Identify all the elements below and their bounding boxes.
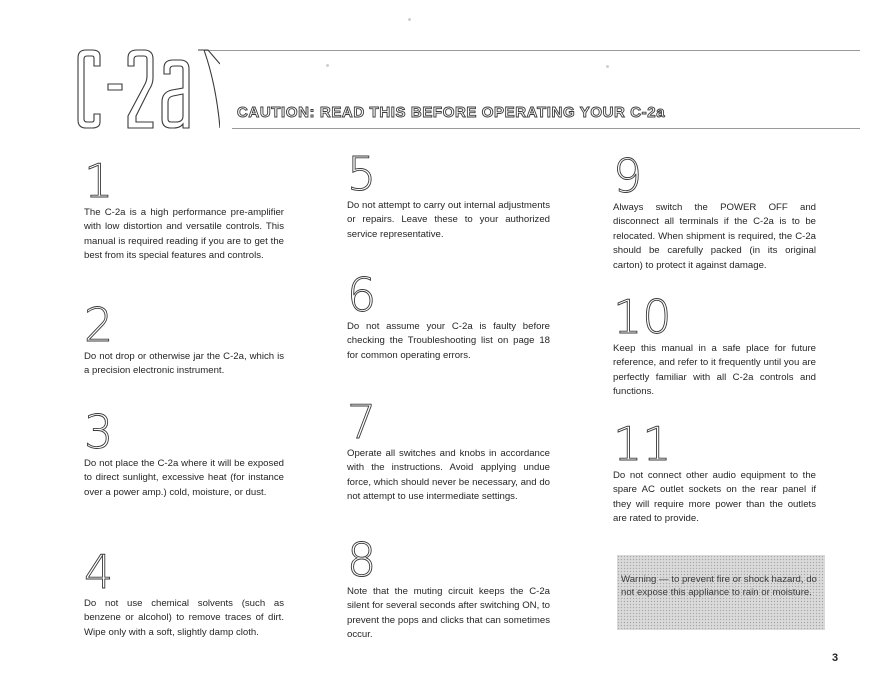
item-number: 11: [613, 417, 672, 471]
warning-box: [617, 555, 825, 630]
item-text: The C-2a is a high performance pre-amplifier with low distortion and versatile controls. This manual is required reading if you are to get the best from its special features and controls.: [84, 207, 284, 262]
caution-item-9: [613, 149, 816, 273]
caution-item-2: [84, 298, 284, 379]
item-text: Always switch the POWER OFF and disconnect all terminals if the C-2a is to be relocated. When shipment is required, the C-2a should be carefully packed (in its original carton) to protect it against damage.: [613, 202, 816, 271]
c2a-logo-mark: [70, 44, 220, 139]
item-number: 5: [347, 147, 377, 201]
speck: [408, 18, 411, 21]
caution-item-7: [347, 395, 550, 505]
c2a-logo: [70, 44, 220, 139]
item-text: Note that the muting circuit keeps the C-2a silent for several seconds after switching ON, to prevent the pops and clicks that can sometimes occur.: [347, 586, 550, 641]
item-text: Do not drop or otherwise jar the C-2a, which is a precision electronic instrument.: [84, 351, 284, 377]
item-text: Do not assume your C-2a is faulty before checking the Troubleshooting list on page 18 for common operating errors.: [347, 321, 550, 361]
item-text: Do not connect other audio equipment to the spare AC outlet sockets on the rear panel if they will require more power than the outlets are rated to provide.: [613, 470, 816, 525]
item-text: Do not attempt to carry out internal adjustments or repairs. Leave these to your authorized service representative.: [347, 200, 550, 240]
caution-item-6: [347, 268, 550, 363]
page-number: 3: [832, 652, 839, 664]
speck: [606, 65, 609, 68]
item-text: Keep this manual in a safe place for future reference, and refer to it frequently until you are perfectly familiar with all C-2a controls and functions.: [613, 343, 816, 398]
item-text: Operate all switches and knobs in accordance with the instructions. Avoid applying undue force, which should never be necessary, and do not attempt to use intermediate settings.: [347, 448, 550, 503]
item-number: 4: [84, 545, 114, 599]
header-rule-top: [205, 50, 860, 51]
item-text: Do not place the C-2a where it will be exposed to direct sunlight, excessive heat (for instance over a power amp.) cold, moisture, or dust.: [84, 458, 284, 498]
item-number: 7: [347, 395, 377, 449]
item-number: 3: [84, 405, 114, 459]
caution-item-3: [84, 405, 284, 500]
item-number: 2: [84, 298, 114, 352]
caution-heading: CAUTION: READ THIS BEFORE OPERATING YOUR C-2a: [237, 104, 666, 121]
caution-item-4: [84, 545, 284, 640]
item-number: 10: [613, 290, 672, 344]
caution-item-5: [347, 147, 550, 242]
speck: [326, 64, 329, 67]
item-number: 1: [84, 154, 114, 208]
item-number: 6: [347, 268, 377, 322]
item-number: 8: [347, 533, 377, 587]
item-text: Do not use chemical solvents (such as benzene or alcohol) to remove traces of dirt. Wipe only with a soft, slightly damp cloth.: [84, 598, 284, 638]
caution-item-11: [613, 417, 816, 527]
item-number: 9: [613, 149, 643, 203]
warning-text: Warning — to prevent fire or shock hazard, do not expose this appliance to rain or moisture.: [621, 574, 817, 598]
caution-item-10: [613, 290, 816, 400]
caution-item-1: [84, 154, 284, 264]
header-rule-bottom: [232, 128, 860, 129]
caution-item-8: [347, 533, 550, 643]
